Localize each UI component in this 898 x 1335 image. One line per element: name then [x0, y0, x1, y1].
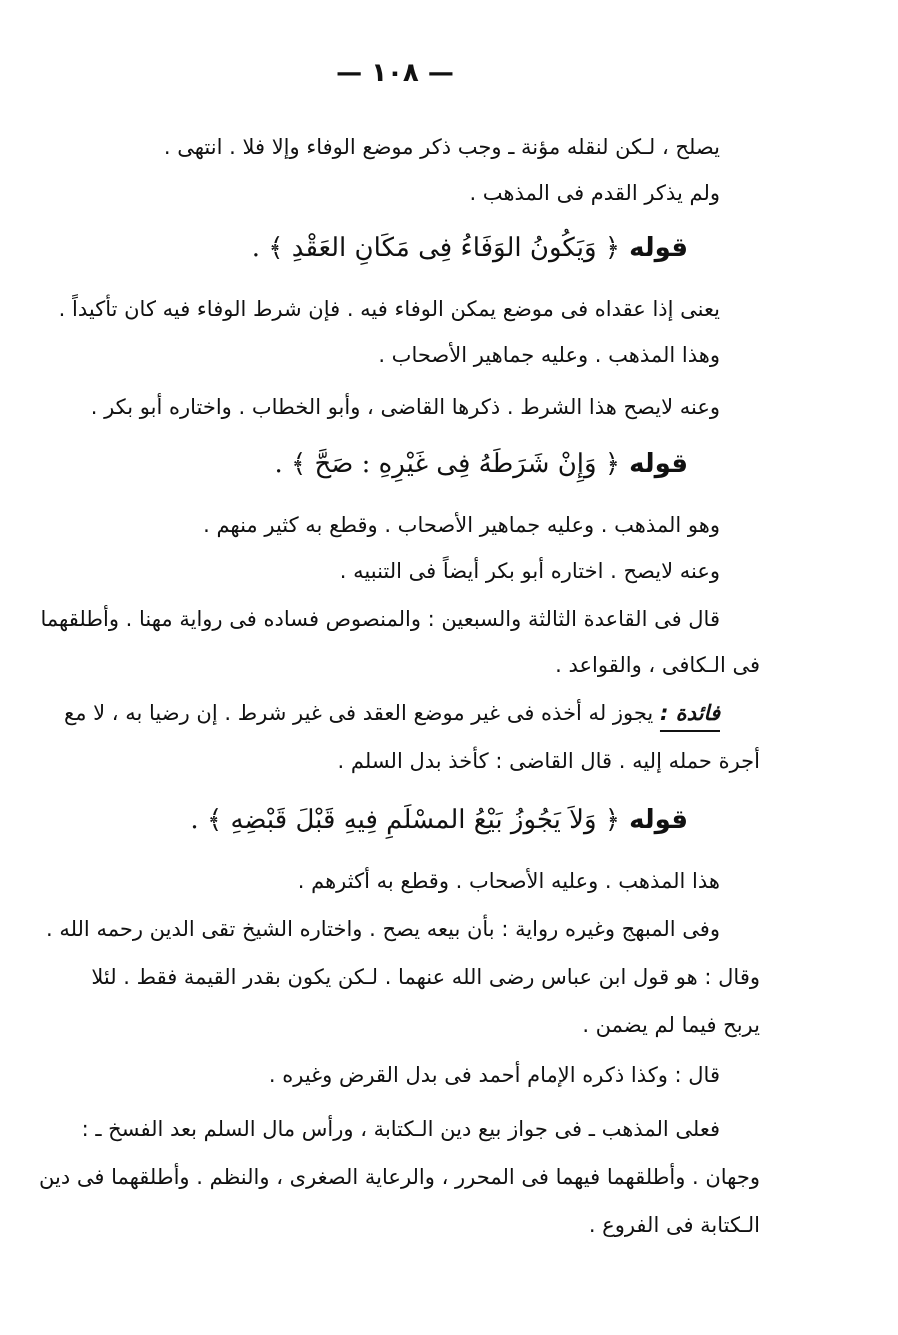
section-heading: [188, 444, 688, 484]
text-line: وجهان . وأطلقهما فيهما فى المحرر ، والرعاية الصغرى ، والنظم . وأطلقهما فى دين: [39, 1165, 760, 1189]
section-heading: [188, 228, 688, 268]
page-number: — ١٠٨ —: [336, 58, 454, 88]
heading-verse: ﴿ وَإِنْ شَرَطَهُ فِى غَيْرِهِ : صَحَّ ﴾ .: [274, 449, 621, 479]
text-line: وفى المبهج وغيره رواية : بأن بيعه يصح . واختاره الشيخ تقى الدين رحمه الله .: [45, 917, 720, 941]
text-line: قال : وكذا ذكره الإمام أحمد فى بدل القرض وغيره .: [268, 1063, 720, 1087]
text-line: يعنى إذا عقداه فى موضع يمكن الوفاء فيه . فإن شرط الوفاء فيه كان تأكيداً .: [58, 297, 720, 321]
text-line: فى الـكافى ، والقواعد .: [555, 653, 760, 677]
text-line: وهو المذهب . وعليه جماهير الأصحاب . وقطع به كثير منهم .: [203, 513, 720, 537]
heading-lead: قوله: [629, 233, 688, 263]
text-line: الـكتابة فى الفروع .: [588, 1213, 760, 1237]
text-line: وعنه لايصح هذا الشرط . ذكرها القاضى ، وأبو الخطاب . واختاره أبو بكر .: [90, 395, 720, 419]
text-line: فعلى المذهب ـ فى جواز بيع دين الـكتابة ، ورأس مال السلم بعد الفسخ ـ :: [81, 1117, 720, 1141]
text-line: وهذا المذهب . وعليه جماهير الأصحاب .: [378, 343, 720, 367]
note-line: [30, 698, 720, 728]
section-heading: [128, 800, 688, 840]
heading-lead: قوله: [629, 449, 688, 479]
note-label: فائدة :: [659, 701, 720, 725]
heading-lead: قوله: [629, 805, 688, 835]
text-line: ولم يذكر القدم فى المذهب .: [469, 181, 720, 205]
heading-verse: ﴿ وَيَكُونُ الوَفَاءُ فِى مَكَانِ العَقْدِ ﴾ .: [251, 233, 621, 263]
text-line: يصلح ، لـكن لنقله مؤنة ـ وجب ذكر موضع الوفاء وإلا فلا . انتهى .: [163, 135, 720, 159]
text-line: وقال : هو قول ابن عباس رضى الله عنهما . لـكن يكون بقدر القيمة فقط . لئلا: [91, 965, 760, 989]
heading-verse: ﴿ وَلاَ يَجُوزُ بَيْعُ المسْلَمِ فِيهِ قَبْلَ قَبْضِهِ ﴾ .: [190, 805, 621, 835]
text-line: يربح فيما لم يضمن .: [582, 1013, 760, 1037]
text-line: هذا المذهب . وعليه الأصحاب . وقطع به أكثرهم .: [297, 869, 720, 893]
text-line: أجرة حمله إليه . قال القاضى : كأخذ بدل السلم .: [337, 749, 760, 773]
text-line: وعنه لايصح . اختاره أبو بكر أيضاً فى التنبيه .: [339, 559, 720, 583]
text-line: قال فى القاعدة الثالثة والسبعين : والمنصوص فساده فى رواية مهنا . وأطلقهما: [40, 607, 720, 631]
note-text: يجوز له أخذه فى غير موضع العقد فى غير شرط . إن رضيا به ، لا مع: [64, 701, 654, 725]
